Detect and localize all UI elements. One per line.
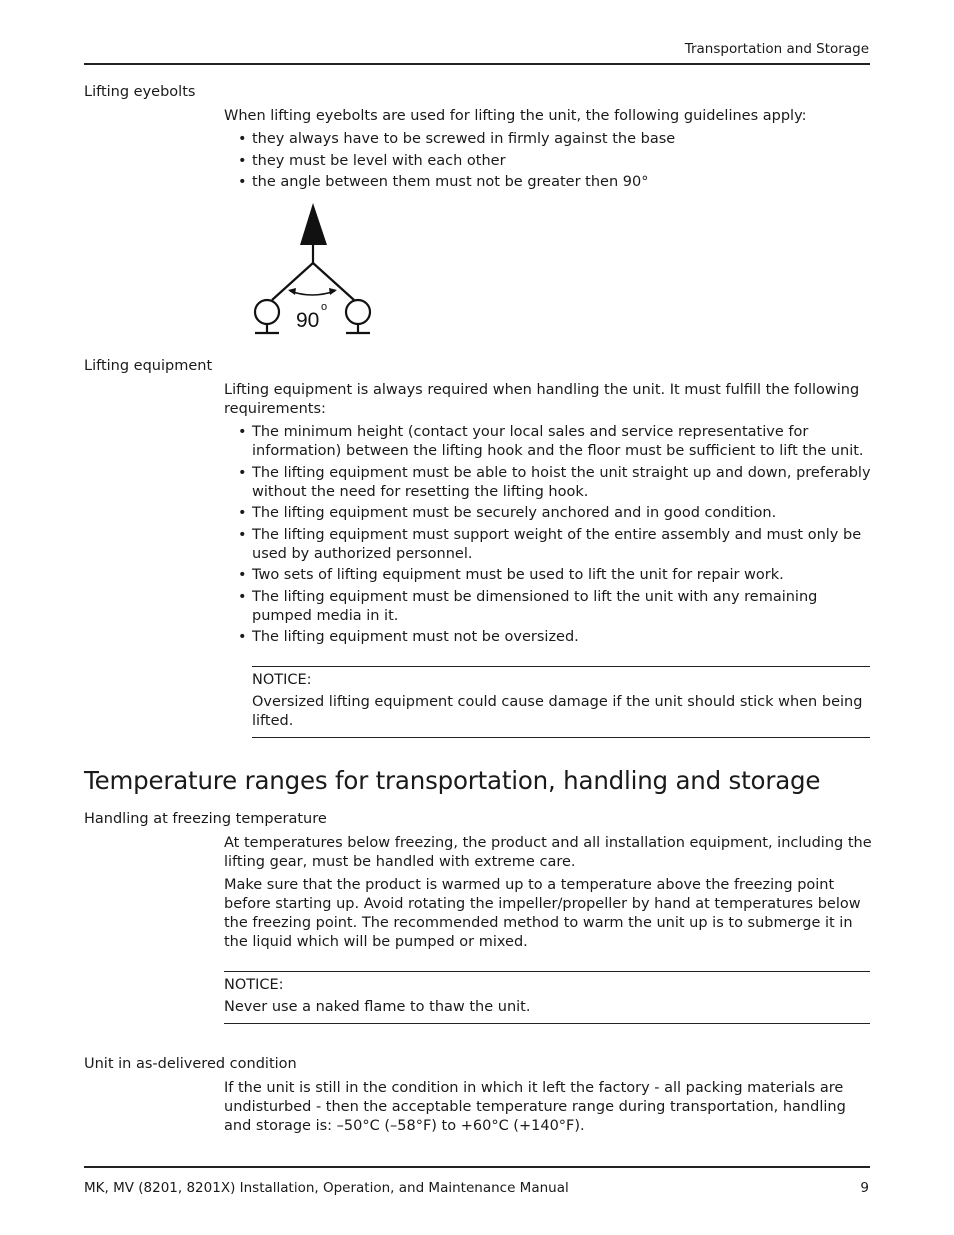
list-item: • The lifting equipment must not be oversized. xyxy=(224,628,872,647)
angle-arc-left-arrow xyxy=(288,288,296,295)
notice-text: Never use a naked flame to thaw the unit. xyxy=(224,999,531,1015)
lifting-equipment-list xyxy=(224,423,872,647)
angle-label: 90 xyxy=(296,309,320,332)
notice-label: NOTICE: xyxy=(224,977,284,993)
running-header: Transportation and Storage xyxy=(684,41,869,57)
freezing-paragraph-1: At temperatures below freezing, the product and all installation equipment, including the lifting gear, must be handled with extreme care. xyxy=(224,835,872,870)
list-item: • The lifting equipment must support weight of the entire assembly and must only be used by authorized personnel. xyxy=(224,526,872,564)
angle-arc-right-arrow xyxy=(329,288,337,295)
lifting-eyebolts-heading: Lifting eyebolts xyxy=(84,84,196,100)
angle-arc xyxy=(290,291,335,295)
section-title: Temperature ranges for transportation, handling and storage xyxy=(84,766,821,795)
list-item: • The lifting equipment must be securely anchored and in good condition. xyxy=(224,504,872,523)
left-eyebolt-ring xyxy=(255,300,279,324)
lifting-equipment-section xyxy=(224,381,872,650)
lifting-eyebolts-intro: When lifting eyebolts are used for lifting the unit, the following guidelines apply: xyxy=(224,108,807,124)
freezing-section xyxy=(224,834,872,956)
notice-text: Oversized lifting equipment could cause damage if the unit should stick when being lifted. xyxy=(252,694,863,729)
footer-rule xyxy=(84,1166,870,1168)
notice-label: NOTICE: xyxy=(252,672,312,688)
lifting-eyebolts-list xyxy=(224,130,872,192)
as-delivered-paragraph: If the unit is still in the condition in which it left the factory - all packing materials are undisturbed - then the acceptable temperature range during transportation, handling and storage is: –50°C (–58°F) to +60°C (+140°F). xyxy=(224,1080,846,1134)
lifting-equipment-intro: Lifting equipment is always required when handling the unit. It must fulfill the following requirements: xyxy=(224,382,860,417)
as-delivered-heading: Unit in as-delivered condition xyxy=(84,1056,297,1072)
list-item: • they must be level with each other xyxy=(224,152,872,171)
notice-oversized-equipment xyxy=(252,666,870,738)
list-item: • The lifting equipment must be able to hoist the unit straight up and down, preferably without the need for resetting the lifting hook. xyxy=(224,464,872,502)
header-rule xyxy=(84,63,870,65)
manual-title: MK, MV (8201, 8201X) Installation, Operation, and Maintenance Manual xyxy=(84,1180,569,1196)
list-item: • the angle between them must not be greater then 90° xyxy=(224,173,872,192)
list-item: • Two sets of lifting equipment must be used to lift the unit for repair work. xyxy=(224,566,872,585)
lifting-equipment-heading: Lifting equipment xyxy=(84,358,213,374)
eyebolt-angle-diagram xyxy=(250,200,380,340)
as-delivered-section xyxy=(224,1079,872,1140)
freezing-paragraph-2: Make sure that the product is warmed up to a temperature above the freezing point before starting up. Avoid rotating the impeller/propeller by hand at temperatures below the freezing point. The recommended method to warm the unit up is to submerge it in the liquid which will be pumped or mixed. xyxy=(224,877,861,950)
right-eyebolt-ring xyxy=(346,300,370,324)
page-number: 9 xyxy=(860,1180,869,1196)
list-item: • The minimum height (contact your local sales and service representative for information) between the lifting hook and the floor must be sufficient to lift the unit. xyxy=(224,423,872,461)
lift-arrow-head xyxy=(300,203,327,245)
list-item: • they always have to be screwed in firmly against the base xyxy=(224,130,872,149)
notice-naked-flame xyxy=(224,971,870,1024)
degree-symbol: o xyxy=(321,301,328,313)
lifting-eyebolts-section xyxy=(224,107,872,195)
list-item: • The lifting equipment must be dimensioned to lift the unit with any remaining pumped media in it. xyxy=(224,588,872,626)
freezing-heading: Handling at freezing temperature xyxy=(84,811,327,827)
